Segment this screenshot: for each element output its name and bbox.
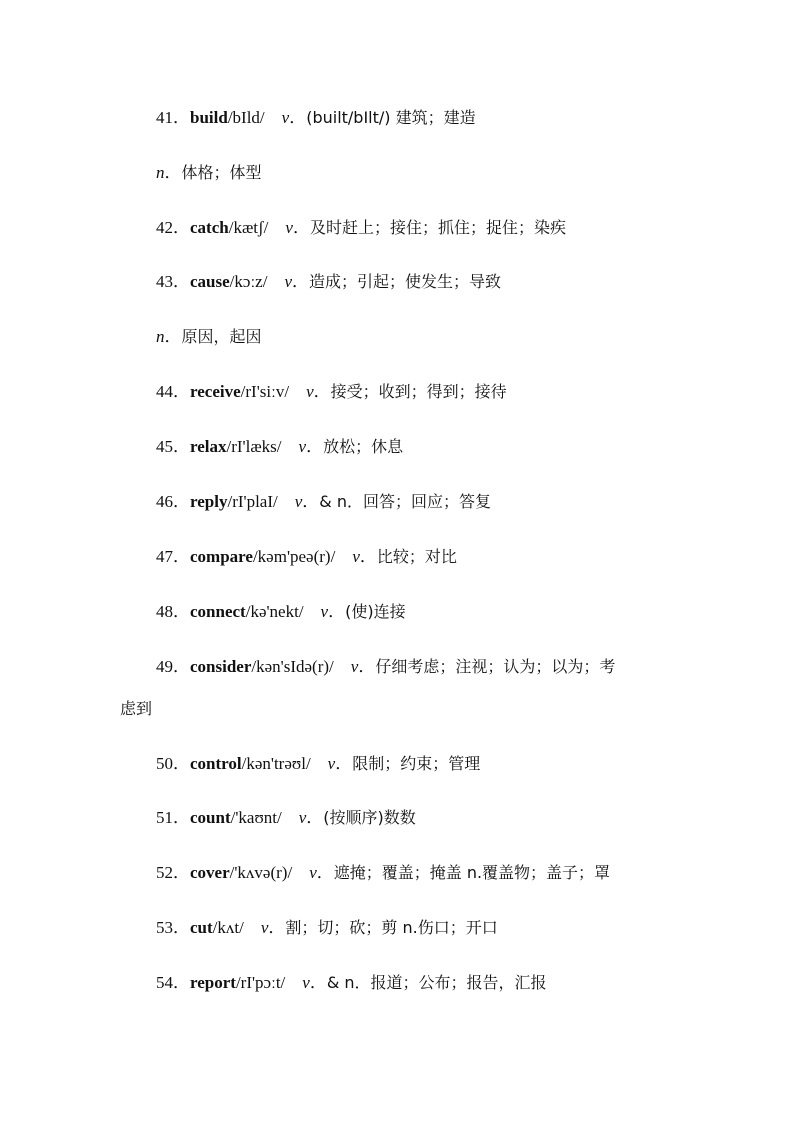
entry-52: 52．cover/'kʌvə(r)/ v．遮掩；覆盖；掩盖 n.覆盖物；盖子；罩 — [156, 863, 611, 882]
entry-number: 51． — [156, 808, 190, 827]
entry-meaning: & n．回答；回应；答复 — [319, 492, 491, 511]
entry-50: 50．control/kən'trəʊl/ v．限制；约束；管理 — [156, 754, 481, 773]
part-of-speech: v — [294, 492, 303, 511]
part-of-speech: v — [281, 108, 290, 127]
entry-meaning-continuation: 虑到 — [120, 699, 153, 718]
entry-meaning: 原因，起因 — [181, 327, 262, 346]
entry-word: report — [190, 973, 236, 992]
entry-meaning: 仔细考虑；注视；认为；以为；考 — [375, 657, 616, 676]
part-of-speech: n — [156, 327, 165, 346]
entry-phonetic: /kɔːz/ — [229, 272, 268, 291]
part-of-speech: v — [298, 808, 307, 827]
entry-word: cut — [190, 918, 213, 937]
entry-phonetic: /kʌt/ — [212, 918, 244, 937]
entry-number: 43． — [156, 272, 190, 291]
entry-word: control — [190, 754, 242, 773]
entry-meaning: (built/bIlt/) 建筑；建造 — [306, 108, 476, 127]
entry-54: 54．report/rI'pɔːt/ v．& n．报道；公布；报告，汇报 — [156, 973, 547, 992]
entry-42: 42．catch/kætʃ/ v．及时赶上；接住；抓住；捉住；染疾 — [156, 218, 566, 237]
entry-number: 41． — [156, 108, 190, 127]
part-of-speech: v — [327, 754, 336, 773]
entry-word: compare — [190, 547, 253, 566]
entry-number: 52． — [156, 863, 190, 882]
entry-41-noun: n．体格；体型 — [156, 163, 262, 182]
entry-meaning: 及时赶上；接住；抓住；捉住；染疾 — [309, 218, 566, 237]
entry-number: 46． — [156, 492, 190, 511]
entry-phonetic: /kən'sIdə(r)/ — [251, 657, 334, 676]
entry-phonetic: /rI'pɔːt/ — [235, 973, 286, 992]
entry-47: 47．compare/kəm'peə(r)/ v．比较；对比 — [156, 547, 457, 566]
entry-49-continuation — [120, 697, 152, 721]
entry-word: catch — [190, 218, 229, 237]
entry-number: 49． — [156, 657, 190, 676]
entry-word: build — [190, 108, 228, 127]
entry-43-noun: n．原因，起因 — [156, 327, 262, 346]
entry-word: reply — [190, 492, 228, 511]
entry-meaning: 体格；体型 — [181, 163, 262, 182]
entry-meaning: (按顺序)数数 — [323, 808, 416, 827]
entry-phonetic: /rI'siːv/ — [240, 382, 290, 401]
entry-46: 46．reply/rI'plaI/ v．& n．回答；回应；答复 — [156, 492, 491, 511]
entry-meaning: 造成；引起；使发生；导致 — [308, 272, 501, 291]
entry-phonetic: /rI'plaI/ — [227, 492, 278, 511]
entry-48: 48．connect/kə'nekt/ v．(使)连接 — [156, 602, 406, 621]
part-of-speech: v — [302, 973, 310, 992]
entry-number: 42． — [156, 218, 190, 237]
entry-phonetic: /'kaʊnt/ — [230, 808, 282, 827]
part-of-speech: v — [306, 382, 314, 401]
entry-number: 50． — [156, 754, 190, 773]
entry-phonetic: /kə'nekt/ — [245, 602, 304, 621]
entry-53: 53．cut/kʌt/ v．割；切；砍；剪 n.伤口；开口 — [156, 918, 498, 937]
part-of-speech: v — [298, 437, 307, 456]
entry-meaning: 限制；约束；管理 — [352, 754, 481, 773]
part-of-speech: v — [320, 602, 329, 621]
part-of-speech: v — [284, 272, 292, 291]
entry-51: 51．count/'kaʊnt/ v．(按顺序)数数 — [156, 808, 416, 827]
entry-number: 54． — [156, 973, 190, 992]
entry-phonetic: /kən'trəʊl/ — [241, 754, 311, 773]
entry-word: consider — [190, 657, 252, 676]
entry-phonetic: /'kʌvə(r)/ — [229, 863, 293, 882]
entry-meaning: (使)连接 — [345, 602, 406, 621]
entry-number: 48． — [156, 602, 190, 621]
entry-phonetic: /kəm'peə(r)/ — [252, 547, 336, 566]
entry-number: 45． — [156, 437, 190, 456]
part-of-speech: n — [156, 163, 165, 182]
entry-word: count — [190, 808, 231, 827]
entry-44: 44．receive/rI'siːv/ v．接受；收到；得到；接待 — [156, 382, 507, 401]
part-of-speech: v — [285, 218, 293, 237]
entry-meaning: 遮掩；覆盖；掩盖 n.覆盖物；盖子；罩 — [333, 863, 611, 882]
entry-meaning: & n．报道；公布；报告，汇报 — [326, 973, 547, 992]
entry-word: receive — [190, 382, 241, 401]
entry-phonetic: /kætʃ/ — [228, 218, 269, 237]
entry-49: 49．consider/kən'sIdə(r)/ v．仔细考虑；注视；认为；以为；考 — [156, 657, 616, 676]
entry-meaning: 比较；对比 — [376, 547, 457, 566]
entry-word: cause — [190, 272, 230, 291]
part-of-speech: v — [352, 547, 360, 566]
entry-word: relax — [190, 437, 227, 456]
entry-meaning: 割；切；砍；剪 n.伤口；开口 — [285, 918, 498, 937]
entry-number: 53． — [156, 918, 190, 937]
entry-43: 43．cause/kɔːz/ v．造成；引起；使发生；导致 — [156, 272, 501, 291]
entry-meaning: 放松；休息 — [323, 437, 404, 456]
part-of-speech: v — [309, 863, 317, 882]
entry-word: connect — [190, 602, 246, 621]
part-of-speech: v — [260, 918, 269, 937]
entry-phonetic: /bIld/ — [227, 108, 265, 127]
entry-phonetic: /rI'læks/ — [226, 437, 282, 456]
entry-number: 47． — [156, 547, 190, 566]
entry-meaning: 接受；收到；得到；接待 — [330, 382, 507, 401]
entry-number: 44． — [156, 382, 190, 401]
entry-45: 45．relax/rI'læks/ v．放松；休息 — [156, 437, 404, 456]
entry-word: cover — [190, 863, 230, 882]
entry-41: 41．build/bIld/ v．(built/bIlt/) 建筑；建造 — [156, 108, 476, 127]
part-of-speech: v — [350, 657, 359, 676]
